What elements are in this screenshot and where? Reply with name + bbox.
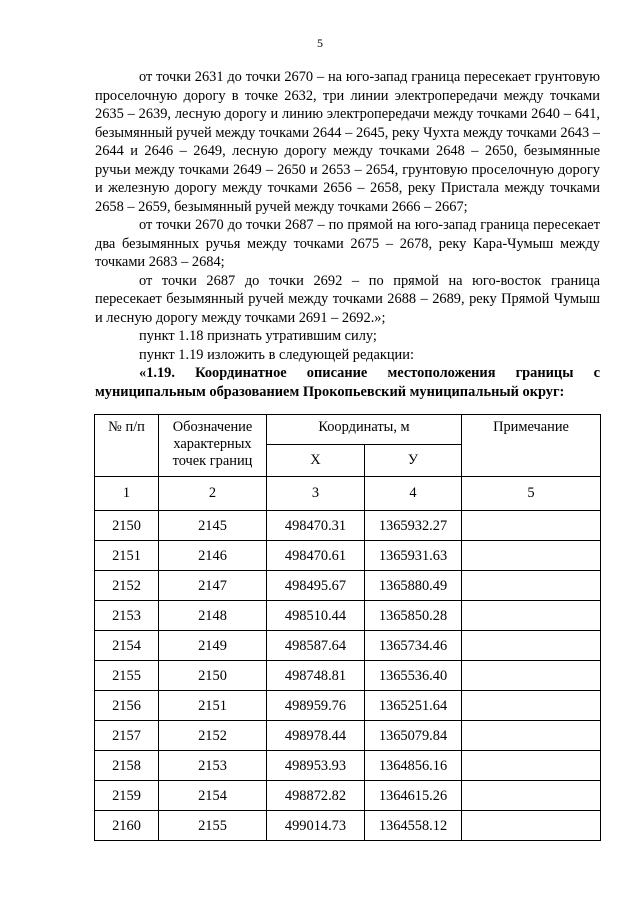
table-row bbox=[95, 601, 601, 631]
paragraph: от точки 2670 до точки 2687 – по прямой на юго-запад граница пересекает два безымянных ручья между точками 2675 – 2678, реку Кара-Чумыш между точками 2683 – 2684; bbox=[95, 217, 600, 270]
section-heading: «1.19. Координатное описание местоположения границы с муниципальным образованием Прокопьевский муниципальный округ: bbox=[95, 365, 600, 400]
table-header-row bbox=[95, 415, 601, 445]
paragraph: от точки 2631 до точки 2670 – на юго-запад граница пересекает грунтовую проселочную дорогу в точке 2632, три линии электропередачи между точками 2635 – 2639, лесную дорогу и линию электропередачи между точками 2640 – 641, безымянный ручей между точками 2644 – 2645, реку Чухта между точками 2643 – 2644 и 2646 – 2649, лесную дорогу между точками 2648 – 2650, безымянные ручьи между точками 2649 – 2650 и 2653 – 2654, грунтовую проселочную дорогу и железную дорогу между точками 2656 – 2658, реку Пристала между точками 2658 – 2659, безымянный ручей между точками 2666 – 2667; bbox=[95, 69, 600, 215]
cell-y: 1365251.64 bbox=[365, 691, 462, 721]
table-row bbox=[95, 811, 601, 841]
cell-y: 1365880.49 bbox=[365, 571, 462, 601]
cell-num: 2157 bbox=[95, 721, 159, 751]
cell-x: 498872.82 bbox=[267, 781, 365, 811]
cell-num: 2159 bbox=[95, 781, 159, 811]
cell-y: 1364615.26 bbox=[365, 781, 462, 811]
cell-point: 2151 bbox=[159, 691, 267, 721]
cell-y: 1364856.16 bbox=[365, 751, 462, 781]
cell-note bbox=[462, 721, 601, 751]
cell-x: 498748.81 bbox=[267, 661, 365, 691]
column-number: 1 bbox=[95, 477, 159, 511]
cell-note bbox=[462, 691, 601, 721]
cell-y: 1365079.84 bbox=[365, 721, 462, 751]
cell-note bbox=[462, 661, 601, 691]
cell-point: 2154 bbox=[159, 781, 267, 811]
cell-y: 1365931.63 bbox=[365, 541, 462, 571]
cell-x: 498470.31 bbox=[267, 511, 365, 541]
cell-x: 498959.76 bbox=[267, 691, 365, 721]
cell-note bbox=[462, 781, 601, 811]
cell-x: 498495.67 bbox=[267, 571, 365, 601]
header-note: Примечание bbox=[462, 415, 601, 477]
cell-point: 2148 bbox=[159, 601, 267, 631]
table-row bbox=[95, 691, 601, 721]
header-coordinates: Координаты, м bbox=[267, 415, 462, 445]
header-designation: Обозначение характерных точек границ bbox=[159, 415, 267, 477]
table-row bbox=[95, 571, 601, 601]
cell-num: 2152 bbox=[95, 571, 159, 601]
page-number: 5 bbox=[317, 36, 323, 50]
cell-y: 1365932.27 bbox=[365, 511, 462, 541]
cell-num: 2150 bbox=[95, 511, 159, 541]
paragraph: пункт 1.18 признать утратившим силу; bbox=[139, 328, 377, 344]
column-number: 2 bbox=[159, 477, 267, 511]
cell-point: 2152 bbox=[159, 721, 267, 751]
cell-x: 498470.61 bbox=[267, 541, 365, 571]
cell-note bbox=[462, 571, 601, 601]
cell-y: 1365536.40 bbox=[365, 661, 462, 691]
cell-point: 2147 bbox=[159, 571, 267, 601]
cell-point: 2146 bbox=[159, 541, 267, 571]
table-row bbox=[95, 541, 601, 571]
cell-x: 498587.64 bbox=[267, 631, 365, 661]
cell-point: 2150 bbox=[159, 661, 267, 691]
cell-num: 2151 bbox=[95, 541, 159, 571]
table-row bbox=[95, 511, 601, 541]
cell-num: 2156 bbox=[95, 691, 159, 721]
cell-x: 498510.44 bbox=[267, 601, 365, 631]
header-num: № п/п bbox=[95, 415, 159, 477]
header-y: У bbox=[365, 445, 462, 477]
paragraph: пункт 1.19 изложить в следующей редакции: bbox=[139, 346, 414, 363]
cell-note bbox=[462, 631, 601, 661]
cell-note bbox=[462, 751, 601, 781]
cell-note bbox=[462, 601, 601, 631]
cell-num: 2155 bbox=[95, 661, 159, 691]
table-row bbox=[95, 721, 601, 751]
cell-point: 2155 bbox=[159, 811, 267, 841]
column-number: 3 bbox=[267, 477, 365, 511]
cell-note bbox=[462, 511, 601, 541]
table-row bbox=[95, 751, 601, 781]
cell-x: 499014.73 bbox=[267, 811, 365, 841]
cell-x: 498978.44 bbox=[267, 721, 365, 751]
cell-y: 1365850.28 bbox=[365, 601, 462, 631]
coordinates-table bbox=[94, 414, 601, 841]
cell-point: 2149 bbox=[159, 631, 267, 661]
cell-x: 498953.93 bbox=[267, 751, 365, 781]
paragraph: от точки 2687 до точки 2692 – по прямой на юго-восток граница пересекает безымянный ручей между точками 2688 – 2689, реку Прямой Чумыш и лесную дорогу между точками 2691 – 2692.»; bbox=[95, 272, 600, 326]
cell-num: 2154 bbox=[95, 631, 159, 661]
header-x: X bbox=[267, 445, 365, 477]
column-number-row bbox=[95, 477, 601, 511]
cell-note bbox=[462, 811, 601, 841]
document-body bbox=[95, 68, 600, 401]
table-row bbox=[95, 631, 601, 661]
cell-num: 2160 bbox=[95, 811, 159, 841]
column-number: 4 bbox=[365, 477, 462, 511]
cell-num: 2153 bbox=[95, 601, 159, 631]
cell-note bbox=[462, 541, 601, 571]
table-row bbox=[95, 781, 601, 811]
cell-y: 1364558.12 bbox=[365, 811, 462, 841]
cell-point: 2153 bbox=[159, 751, 267, 781]
table-row bbox=[95, 661, 601, 691]
cell-num: 2158 bbox=[95, 751, 159, 781]
column-number: 5 bbox=[462, 477, 601, 511]
cell-y: 1365734.46 bbox=[365, 631, 462, 661]
cell-point: 2145 bbox=[159, 511, 267, 541]
